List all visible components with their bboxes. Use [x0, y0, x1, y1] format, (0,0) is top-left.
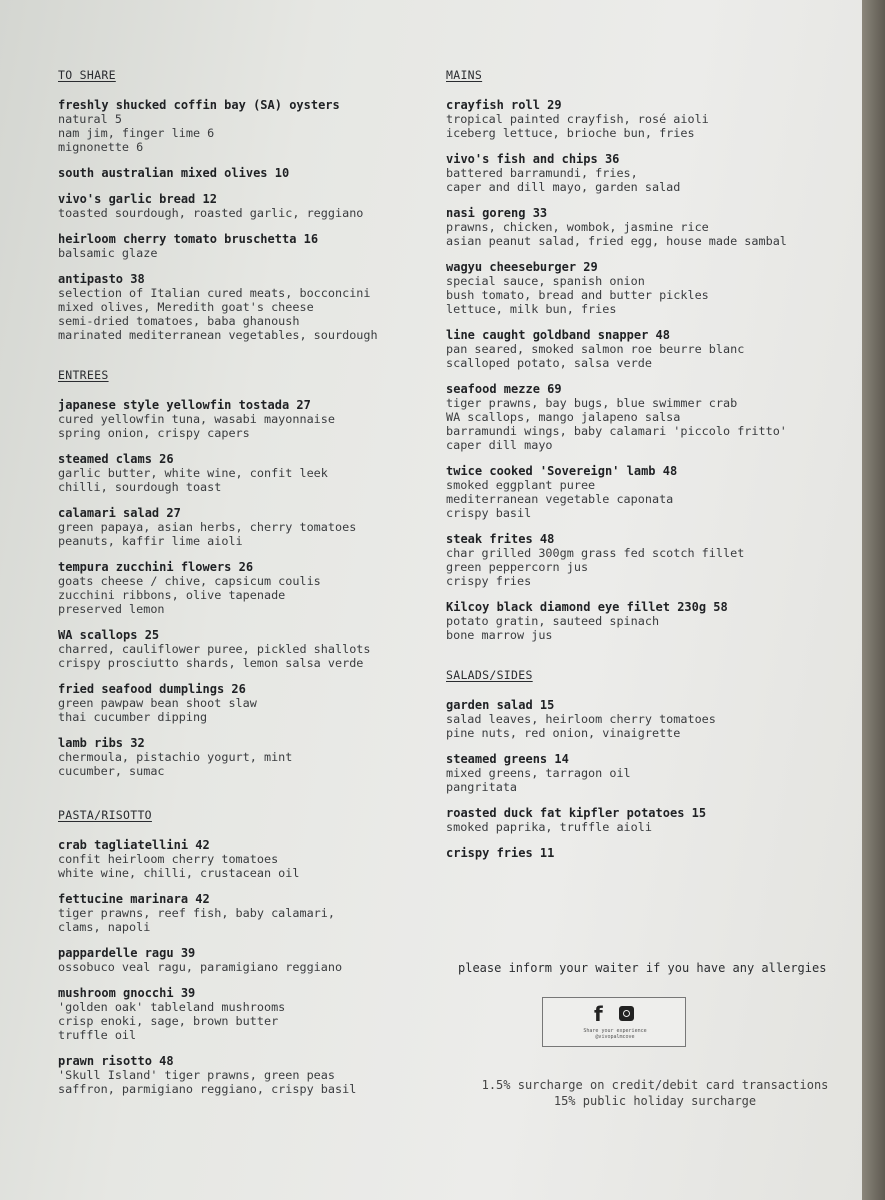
section-title: PASTA/RISOTTO	[58, 808, 152, 822]
menu-item	[446, 698, 846, 740]
item-description: caper dill mayo	[446, 438, 553, 452]
item-description: natural 5	[58, 112, 122, 126]
item-name: steak frites 48	[446, 532, 555, 546]
item-name: crayfish roll 29	[446, 98, 562, 112]
menu-item	[58, 166, 418, 180]
item-description: prawns, chicken, wombok, jasmine rice	[446, 220, 709, 234]
item-description: tiger prawns, bay bugs, blue swimmer crab	[446, 396, 738, 410]
item-name: tempura zucchini flowers 26	[58, 560, 254, 574]
menu-item	[58, 98, 418, 154]
item-description: cucumber, sumac	[58, 764, 165, 778]
social-caption-line-2: @vivopalmcove	[595, 1034, 635, 1040]
item-description: garlic butter, white wine, confit leek	[58, 466, 328, 480]
item-description: white wine, chilli, crustacean oil	[58, 866, 300, 880]
item-description: salad leaves, heirloom cherry tomatoes	[446, 712, 716, 726]
item-description: mixed olives, Meredith goat's cheese	[58, 300, 314, 314]
menu-item	[446, 806, 846, 834]
item-name: japanese style yellowfin tostada 27	[58, 398, 311, 412]
item-description: barramundi wings, baby calamari 'piccolo fritto'	[446, 424, 787, 438]
item-description: goats cheese / chive, capsicum coulis	[58, 574, 321, 588]
menu-item	[446, 532, 846, 588]
item-description: iceberg lettuce, brioche bun, fries	[446, 126, 695, 140]
item-name: pappardelle ragu 39	[58, 946, 196, 960]
item-name: freshly shucked coffin bay (SA) oysters	[58, 98, 340, 112]
item-description: pangritata	[446, 780, 518, 794]
item-name: WA scallops 25	[58, 628, 160, 642]
item-name: seafood mezze 69	[446, 382, 562, 396]
item-description: green pawpaw bean shoot slaw	[58, 696, 257, 710]
allergy-note: please inform your waiter if you have any allergies	[458, 961, 827, 975]
item-name: calamari salad 27	[58, 506, 181, 520]
item-description: smoked paprika, truffle aioli	[446, 820, 652, 834]
item-description: selection of Italian cured meats, bocconcini	[58, 286, 371, 300]
item-description: lettuce, milk bun, fries	[446, 302, 617, 316]
item-description: tiger prawns, reef fish, baby calamari,	[58, 906, 335, 920]
right-menu-column	[446, 68, 846, 860]
menu-item	[446, 846, 846, 860]
holiday-surcharge: 15% public holiday surcharge	[553, 1094, 757, 1108]
item-description: charred, cauliflower puree, pickled shallots	[58, 642, 371, 656]
item-description: saffron, parmigiano reggiano, crispy basil	[58, 1082, 357, 1096]
menu-section	[58, 68, 418, 342]
menu-item	[58, 506, 418, 548]
item-description: cured yellowfin tuna, wasabi mayonnaise	[58, 412, 335, 426]
item-description: nam jim, finger lime 6	[58, 126, 215, 140]
item-description: marinated mediterranean vegetables, sourdough	[58, 328, 378, 342]
item-name: south australian mixed olives 10	[58, 166, 290, 180]
item-name: vivo's garlic bread 12	[58, 192, 217, 206]
item-description: smoked eggplant puree	[446, 478, 596, 492]
left-menu-column	[58, 68, 418, 1096]
item-description: crisp enoki, sage, brown butter	[58, 1014, 279, 1028]
menu-item	[58, 560, 418, 616]
item-description: spring onion, crispy capers	[58, 426, 250, 440]
social-caption-line-1: Share your experience	[583, 1028, 647, 1034]
menu-section	[446, 68, 846, 642]
item-description: green peppercorn jus	[446, 560, 589, 574]
menu-item	[58, 892, 418, 934]
item-description: preserved lemon	[58, 602, 165, 616]
card-surcharge: 1.5% surcharge on credit/debit card transactions	[481, 1078, 829, 1092]
item-description: green papaya, asian herbs, cherry tomatoes	[58, 520, 357, 534]
item-description: truffle oil	[58, 1028, 137, 1042]
social-caption	[543, 1028, 687, 1040]
item-description: pan seared, smoked salmon roe beurre blanc	[446, 342, 745, 356]
menu-item	[446, 464, 846, 520]
menu-item	[58, 736, 418, 778]
item-name: steamed clams 26	[58, 452, 174, 466]
item-description: tropical painted crayfish, rosé aioli	[446, 112, 709, 126]
item-name: fettucine marinara 42	[58, 892, 210, 906]
item-name: line caught goldband snapper 48	[446, 328, 670, 342]
item-name: lamb ribs 32	[58, 736, 145, 750]
section-title: SALADS/SIDES	[446, 668, 533, 682]
menu-item	[58, 272, 418, 342]
instagram-icon	[619, 1006, 634, 1021]
menu-item	[58, 398, 418, 440]
section-title: TO SHARE	[58, 68, 116, 82]
menu-item	[58, 628, 418, 670]
item-description: char grilled 300gm grass fed scotch fillet	[446, 546, 745, 560]
item-description: mediterranean vegetable caponata	[446, 492, 674, 506]
item-description: 'golden oak' tableland mushrooms	[58, 1000, 286, 1014]
menu-item	[58, 1054, 418, 1096]
item-description: crispy prosciutto shards, lemon salsa verde	[58, 656, 364, 670]
menu-item	[58, 838, 418, 880]
menu-section	[446, 668, 846, 860]
item-description: asian peanut salad, fried egg, house made sambal	[446, 234, 787, 248]
item-description: bush tomato, bread and butter pickles	[446, 288, 709, 302]
item-name: roasted duck fat kipfler potatoes 15	[446, 806, 707, 820]
section-title: MAINS	[446, 68, 483, 82]
menu-item	[446, 328, 846, 370]
item-name: crab tagliatellini 42	[58, 838, 210, 852]
menu-item	[446, 152, 846, 194]
item-description: crispy basil	[446, 506, 532, 520]
item-name: fried seafood dumplings 26	[58, 682, 246, 696]
item-description: ossobuco veal ragu, paramigiano reggiano	[58, 960, 343, 974]
item-description: confit heirloom cherry tomatoes	[58, 852, 279, 866]
item-description: WA scallops, mango jalapeno salsa	[446, 410, 681, 424]
surcharge-notes	[470, 1077, 840, 1109]
menu-item	[58, 946, 418, 974]
item-description: zucchini ribbons, olive tapenade	[58, 588, 286, 602]
item-description: special sauce, spanish onion	[446, 274, 645, 288]
item-description: 'Skull Island' tiger prawns, green peas	[58, 1068, 335, 1082]
item-name: crispy fries 11	[446, 846, 555, 860]
item-name: Kilcoy black diamond eye fillet 230g 58	[446, 600, 728, 614]
menu-item	[58, 232, 418, 260]
item-description: balsamic glaze	[58, 246, 158, 260]
item-description: battered barramundi, fries,	[446, 166, 638, 180]
item-description: clams, napoli	[58, 920, 151, 934]
social-media-box	[542, 997, 686, 1047]
menu-section	[58, 368, 418, 778]
menu-item	[446, 98, 846, 140]
item-description: pine nuts, red onion, vinaigrette	[446, 726, 681, 740]
item-name: mushroom gnocchi 39	[58, 986, 196, 1000]
item-name: wagyu cheeseburger 29	[446, 260, 598, 274]
facebook-icon: f	[594, 1002, 603, 1026]
menu-item	[58, 986, 418, 1042]
item-description: caper and dill mayo, garden salad	[446, 180, 681, 194]
menu-item	[58, 192, 418, 220]
item-description: thai cucumber dipping	[58, 710, 208, 724]
item-name: twice cooked 'Sovereign' lamb 48	[446, 464, 678, 478]
menu-item	[446, 382, 846, 452]
item-name: vivo's fish and chips 36	[446, 152, 620, 166]
menu-section	[58, 808, 418, 1096]
menu-item	[446, 600, 846, 642]
menu-item	[446, 260, 846, 316]
item-description: mixed greens, tarragon oil	[446, 766, 631, 780]
item-description: chermoula, pistachio yogurt, mint	[58, 750, 293, 764]
menu-item	[446, 206, 846, 248]
table-background	[862, 0, 885, 1200]
item-name: nasi goreng 33	[446, 206, 548, 220]
section-title: ENTREES	[58, 368, 109, 382]
menu-item	[58, 682, 418, 724]
menu-item	[58, 452, 418, 494]
item-description: peanuts, kaffir lime aioli	[58, 534, 243, 548]
item-description: bone marrow jus	[446, 628, 553, 642]
item-name: steamed greens 14	[446, 752, 569, 766]
item-description: toasted sourdough, roasted garlic, reggiano	[58, 206, 364, 220]
item-description: mignonette 6	[58, 140, 144, 154]
item-description: potato gratin, sauteed spinach	[446, 614, 660, 628]
item-name: heirloom cherry tomato bruschetta 16	[58, 232, 319, 246]
item-description: semi-dried tomatoes, baba ghanoush	[58, 314, 300, 328]
item-description: crispy fries	[446, 574, 532, 588]
item-name: antipasto 38	[58, 272, 145, 286]
item-name: garden salad 15	[446, 698, 555, 712]
menu-item	[446, 752, 846, 794]
item-name: prawn risotto 48	[58, 1054, 174, 1068]
item-description: chilli, sourdough toast	[58, 480, 222, 494]
item-description: scalloped potato, salsa verde	[446, 356, 652, 370]
